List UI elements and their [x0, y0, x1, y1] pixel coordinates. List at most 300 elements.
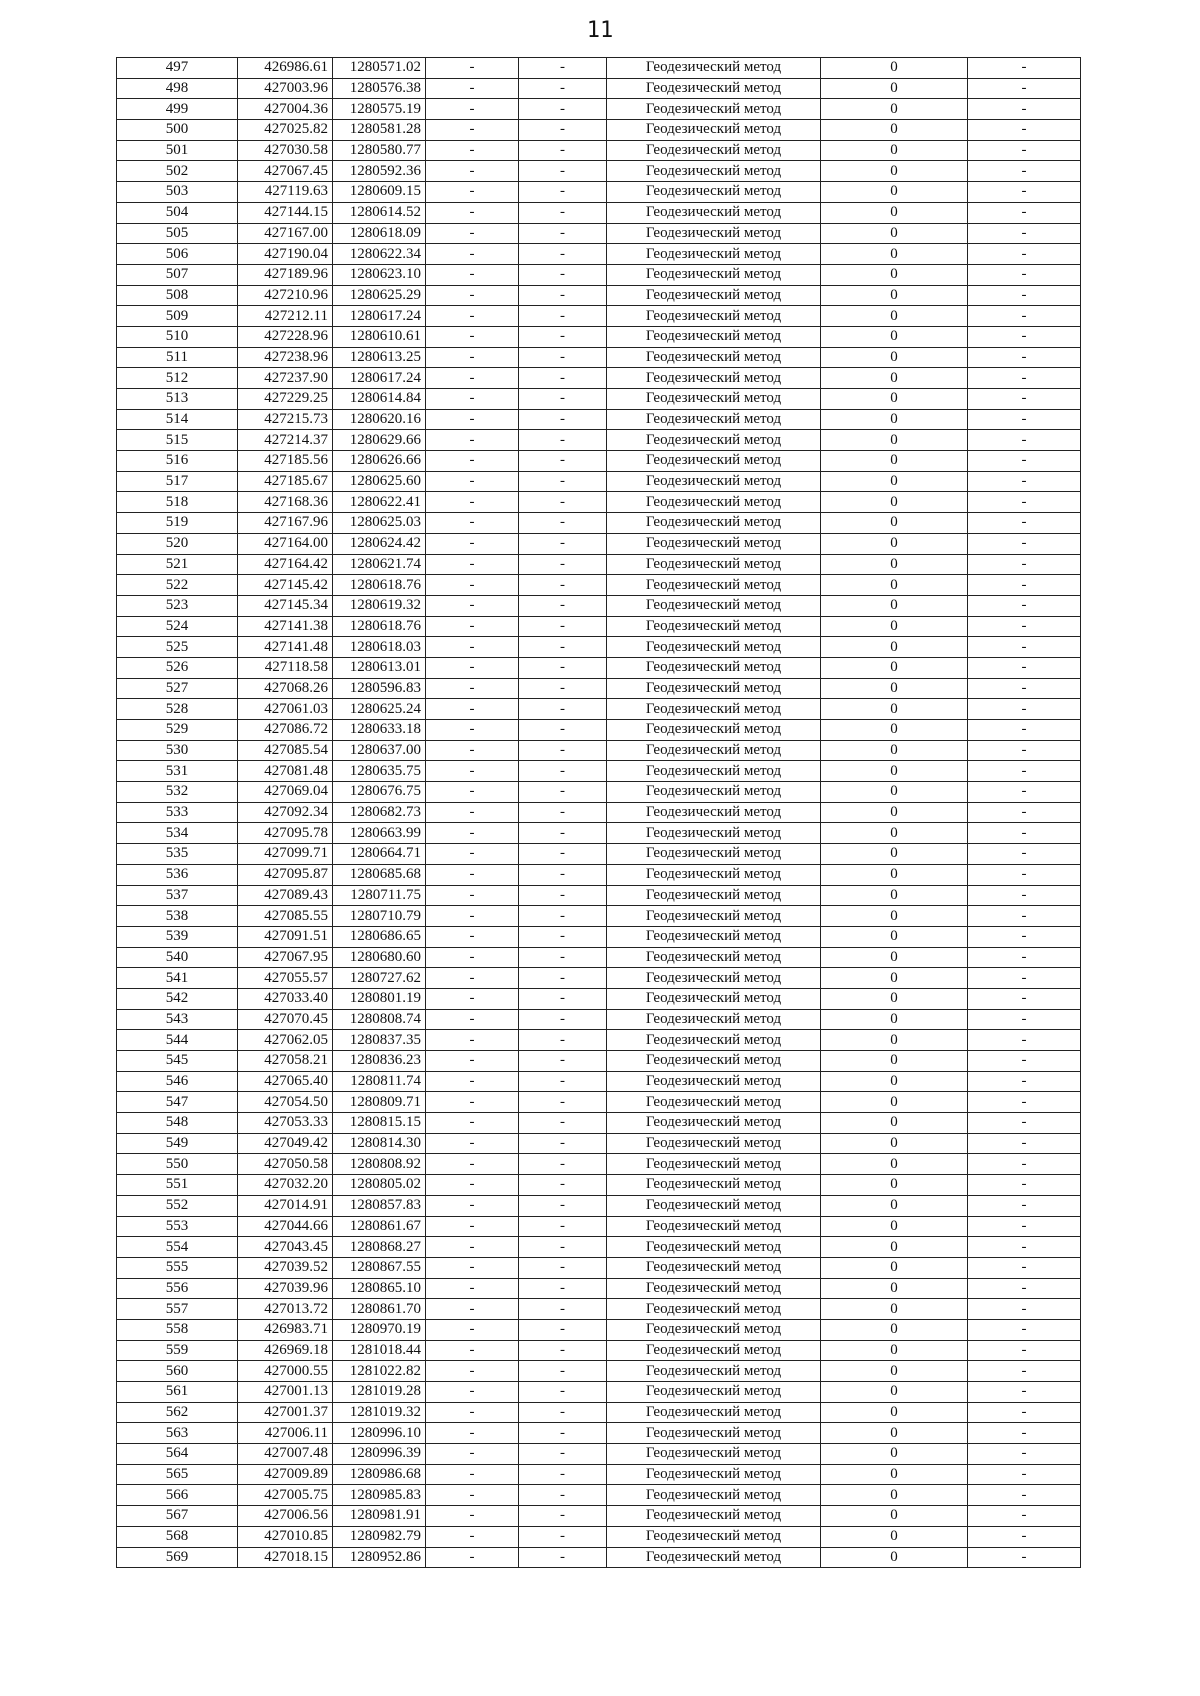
- x-coordinate-cell: 427009.89: [238, 1464, 333, 1485]
- empty-value-cell: -: [426, 1009, 519, 1030]
- empty-value-cell: -: [519, 657, 607, 678]
- point-number-cell: 558: [117, 1319, 238, 1340]
- y-coordinate-cell: 1280815.15: [333, 1113, 426, 1134]
- y-coordinate-cell: 1280609.15: [333, 182, 426, 203]
- empty-value-cell: -: [426, 1092, 519, 1113]
- point-number-cell: 556: [117, 1278, 238, 1299]
- method-cell: Геодезический метод: [607, 140, 821, 161]
- accuracy-cell: 0: [821, 761, 968, 782]
- x-coordinate-cell: 427001.13: [238, 1382, 333, 1403]
- empty-value-cell: -: [426, 99, 519, 120]
- method-cell: Геодезический метод: [607, 1526, 821, 1547]
- table-row: [117, 120, 1081, 141]
- method-cell: Геодезический метод: [607, 864, 821, 885]
- method-cell: Геодезический метод: [607, 1092, 821, 1113]
- table-row: [117, 637, 1081, 658]
- table-row: [117, 720, 1081, 741]
- empty-value-cell: -: [426, 451, 519, 472]
- empty-value-cell: -: [426, 968, 519, 989]
- accuracy-cell: 0: [821, 1547, 968, 1568]
- table-row: [117, 1299, 1081, 1320]
- point-number-cell: 553: [117, 1216, 238, 1237]
- empty-value-cell: -: [426, 306, 519, 327]
- method-cell: Геодезический метод: [607, 740, 821, 761]
- empty-value-cell: -: [519, 120, 607, 141]
- accuracy-cell: 0: [821, 451, 968, 472]
- x-coordinate-cell: 427067.95: [238, 947, 333, 968]
- y-coordinate-cell: 1280633.18: [333, 720, 426, 741]
- table-row: [117, 347, 1081, 368]
- empty-value-cell: -: [426, 926, 519, 947]
- point-number-cell: 530: [117, 740, 238, 761]
- x-coordinate-cell: 427006.56: [238, 1506, 333, 1527]
- x-coordinate-cell: 427053.33: [238, 1113, 333, 1134]
- accuracy-cell: 0: [821, 906, 968, 927]
- y-coordinate-cell: 1280637.00: [333, 740, 426, 761]
- accuracy-cell: 0: [821, 513, 968, 534]
- empty-value-cell: -: [968, 1547, 1081, 1568]
- empty-value-cell: -: [519, 782, 607, 803]
- empty-value-cell: -: [426, 285, 519, 306]
- point-number-cell: 529: [117, 720, 238, 741]
- empty-value-cell: -: [426, 409, 519, 430]
- point-number-cell: 523: [117, 595, 238, 616]
- empty-value-cell: -: [519, 1195, 607, 1216]
- table-row: [117, 906, 1081, 927]
- x-coordinate-cell: 427000.55: [238, 1361, 333, 1382]
- empty-value-cell: -: [968, 513, 1081, 534]
- empty-value-cell: -: [968, 720, 1081, 741]
- accuracy-cell: 0: [821, 223, 968, 244]
- empty-value-cell: -: [426, 430, 519, 451]
- x-coordinate-cell: 427141.48: [238, 637, 333, 658]
- empty-value-cell: -: [519, 492, 607, 513]
- method-cell: Геодезический метод: [607, 988, 821, 1009]
- x-coordinate-cell: 427164.42: [238, 554, 333, 575]
- method-cell: Геодезический метод: [607, 1257, 821, 1278]
- y-coordinate-cell: 1280622.41: [333, 492, 426, 513]
- table-row: [117, 1423, 1081, 1444]
- accuracy-cell: 0: [821, 782, 968, 803]
- empty-value-cell: -: [968, 1382, 1081, 1403]
- empty-value-cell: -: [968, 182, 1081, 203]
- empty-value-cell: -: [968, 78, 1081, 99]
- x-coordinate-cell: 427215.73: [238, 409, 333, 430]
- table-row: [117, 554, 1081, 575]
- accuracy-cell: 0: [821, 1361, 968, 1382]
- table-row: [117, 1071, 1081, 1092]
- empty-value-cell: -: [426, 1382, 519, 1403]
- empty-value-cell: -: [968, 1361, 1081, 1382]
- empty-value-cell: -: [519, 864, 607, 885]
- accuracy-cell: 0: [821, 575, 968, 596]
- empty-value-cell: -: [968, 885, 1081, 906]
- method-cell: Геодезический метод: [607, 1485, 821, 1506]
- empty-value-cell: -: [519, 678, 607, 699]
- empty-value-cell: -: [519, 1506, 607, 1527]
- empty-value-cell: -: [426, 1547, 519, 1568]
- point-number-cell: 546: [117, 1071, 238, 1092]
- accuracy-cell: 0: [821, 823, 968, 844]
- y-coordinate-cell: 1280836.23: [333, 1051, 426, 1072]
- empty-value-cell: -: [426, 1485, 519, 1506]
- accuracy-cell: 0: [821, 78, 968, 99]
- empty-value-cell: -: [968, 802, 1081, 823]
- accuracy-cell: 0: [821, 1051, 968, 1072]
- empty-value-cell: -: [519, 326, 607, 347]
- table-row: [117, 1361, 1081, 1382]
- accuracy-cell: 0: [821, 1485, 968, 1506]
- table-row: [117, 285, 1081, 306]
- method-cell: Геодезический метод: [607, 1506, 821, 1527]
- empty-value-cell: -: [519, 285, 607, 306]
- x-coordinate-cell: 427058.21: [238, 1051, 333, 1072]
- method-cell: Геодезический метод: [607, 657, 821, 678]
- empty-value-cell: -: [519, 347, 607, 368]
- table-row: [117, 1154, 1081, 1175]
- empty-value-cell: -: [426, 202, 519, 223]
- point-number-cell: 502: [117, 161, 238, 182]
- method-cell: Геодезический метод: [607, 264, 821, 285]
- table-row: [117, 1092, 1081, 1113]
- table-row: [117, 513, 1081, 534]
- x-coordinate-cell: 427145.34: [238, 595, 333, 616]
- empty-value-cell: -: [968, 492, 1081, 513]
- point-number-cell: 522: [117, 575, 238, 596]
- y-coordinate-cell: 1280617.24: [333, 306, 426, 327]
- empty-value-cell: -: [519, 1340, 607, 1361]
- empty-value-cell: -: [426, 1030, 519, 1051]
- table-row: [117, 1444, 1081, 1465]
- accuracy-cell: 0: [821, 1009, 968, 1030]
- point-number-cell: 500: [117, 120, 238, 141]
- point-number-cell: 508: [117, 285, 238, 306]
- empty-value-cell: -: [426, 740, 519, 761]
- y-coordinate-cell: 1280801.19: [333, 988, 426, 1009]
- empty-value-cell: -: [426, 761, 519, 782]
- method-cell: Геодезический метод: [607, 58, 821, 79]
- empty-value-cell: -: [968, 1278, 1081, 1299]
- method-cell: Геодезический метод: [607, 1402, 821, 1423]
- y-coordinate-cell: 1280625.03: [333, 513, 426, 534]
- point-number-cell: 505: [117, 223, 238, 244]
- empty-value-cell: -: [426, 223, 519, 244]
- empty-value-cell: -: [426, 1299, 519, 1320]
- x-coordinate-cell: 427118.58: [238, 657, 333, 678]
- point-number-cell: 512: [117, 368, 238, 389]
- method-cell: Геодезический метод: [607, 1071, 821, 1092]
- method-cell: Геодезический метод: [607, 906, 821, 927]
- point-number-cell: 567: [117, 1506, 238, 1527]
- method-cell: Геодезический метод: [607, 947, 821, 968]
- x-coordinate-cell: 427025.82: [238, 120, 333, 141]
- empty-value-cell: -: [968, 1444, 1081, 1465]
- coordinates-table: [116, 57, 1081, 1568]
- table-row: [117, 740, 1081, 761]
- empty-value-cell: -: [968, 1216, 1081, 1237]
- x-coordinate-cell: 427005.75: [238, 1485, 333, 1506]
- table-row: [117, 1547, 1081, 1568]
- method-cell: Геодезический метод: [607, 1216, 821, 1237]
- empty-value-cell: -: [519, 1216, 607, 1237]
- y-coordinate-cell: 1280857.83: [333, 1195, 426, 1216]
- point-number-cell: 510: [117, 326, 238, 347]
- y-coordinate-cell: 1280592.36: [333, 161, 426, 182]
- empty-value-cell: -: [519, 1464, 607, 1485]
- method-cell: Геодезический метод: [607, 1340, 821, 1361]
- empty-value-cell: -: [426, 802, 519, 823]
- empty-value-cell: -: [968, 430, 1081, 451]
- point-number-cell: 515: [117, 430, 238, 451]
- method-cell: Геодезический метод: [607, 1382, 821, 1403]
- accuracy-cell: 0: [821, 1423, 968, 1444]
- empty-value-cell: -: [968, 1319, 1081, 1340]
- x-coordinate-cell: 427043.45: [238, 1237, 333, 1258]
- empty-value-cell: -: [968, 740, 1081, 761]
- empty-value-cell: -: [519, 1051, 607, 1072]
- table-row: [117, 1340, 1081, 1361]
- point-number-cell: 517: [117, 471, 238, 492]
- accuracy-cell: 0: [821, 1444, 968, 1465]
- x-coordinate-cell: 427092.34: [238, 802, 333, 823]
- y-coordinate-cell: 1280982.79: [333, 1526, 426, 1547]
- x-coordinate-cell: 427054.50: [238, 1092, 333, 1113]
- empty-value-cell: -: [519, 844, 607, 865]
- empty-value-cell: -: [968, 58, 1081, 79]
- empty-value-cell: -: [968, 823, 1081, 844]
- table-row: [117, 58, 1081, 79]
- empty-value-cell: -: [519, 802, 607, 823]
- empty-value-cell: -: [519, 161, 607, 182]
- empty-value-cell: -: [519, 1154, 607, 1175]
- accuracy-cell: 0: [821, 430, 968, 451]
- point-number-cell: 501: [117, 140, 238, 161]
- x-coordinate-cell: 427067.45: [238, 161, 333, 182]
- table-row: [117, 368, 1081, 389]
- accuracy-cell: 0: [821, 264, 968, 285]
- empty-value-cell: -: [519, 1402, 607, 1423]
- method-cell: Геодезический метод: [607, 99, 821, 120]
- point-number-cell: 560: [117, 1361, 238, 1382]
- accuracy-cell: 0: [821, 99, 968, 120]
- empty-value-cell: -: [968, 1464, 1081, 1485]
- accuracy-cell: 0: [821, 1506, 968, 1527]
- empty-value-cell: -: [426, 823, 519, 844]
- empty-value-cell: -: [968, 864, 1081, 885]
- accuracy-cell: 0: [821, 554, 968, 575]
- method-cell: Геодезический метод: [607, 1278, 821, 1299]
- point-number-cell: 503: [117, 182, 238, 203]
- table-row: [117, 1278, 1081, 1299]
- y-coordinate-cell: 1280981.91: [333, 1506, 426, 1527]
- y-coordinate-cell: 1280575.19: [333, 99, 426, 120]
- empty-value-cell: -: [968, 285, 1081, 306]
- table-row: [117, 1133, 1081, 1154]
- accuracy-cell: 0: [821, 678, 968, 699]
- method-cell: Геодезический метод: [607, 306, 821, 327]
- y-coordinate-cell: 1280625.29: [333, 285, 426, 306]
- method-cell: Геодезический метод: [607, 844, 821, 865]
- empty-value-cell: -: [426, 906, 519, 927]
- empty-value-cell: -: [519, 1071, 607, 1092]
- empty-value-cell: -: [968, 657, 1081, 678]
- empty-value-cell: -: [426, 389, 519, 410]
- point-number-cell: 537: [117, 885, 238, 906]
- empty-value-cell: -: [968, 533, 1081, 554]
- empty-value-cell: -: [519, 1485, 607, 1506]
- point-number-cell: 514: [117, 409, 238, 430]
- y-coordinate-cell: 1280613.25: [333, 347, 426, 368]
- empty-value-cell: -: [968, 782, 1081, 803]
- point-number-cell: 534: [117, 823, 238, 844]
- point-number-cell: 554: [117, 1237, 238, 1258]
- table-row: [117, 782, 1081, 803]
- point-number-cell: 499: [117, 99, 238, 120]
- empty-value-cell: -: [426, 1340, 519, 1361]
- point-number-cell: 568: [117, 1526, 238, 1547]
- table-row: [117, 575, 1081, 596]
- table-row: [117, 1030, 1081, 1051]
- empty-value-cell: -: [426, 161, 519, 182]
- empty-value-cell: -: [426, 1257, 519, 1278]
- accuracy-cell: 0: [821, 1071, 968, 1092]
- table-row: [117, 326, 1081, 347]
- table-row: [117, 616, 1081, 637]
- table-row: [117, 844, 1081, 865]
- method-cell: Геодезический метод: [607, 533, 821, 554]
- method-cell: Геодезический метод: [607, 1195, 821, 1216]
- empty-value-cell: -: [968, 844, 1081, 865]
- accuracy-cell: 0: [821, 1216, 968, 1237]
- y-coordinate-cell: 1280861.67: [333, 1216, 426, 1237]
- empty-value-cell: -: [968, 306, 1081, 327]
- accuracy-cell: 0: [821, 285, 968, 306]
- table-row: [117, 968, 1081, 989]
- x-coordinate-cell: 427237.90: [238, 368, 333, 389]
- method-cell: Геодезический метод: [607, 389, 821, 410]
- y-coordinate-cell: 1280622.34: [333, 244, 426, 265]
- table-row: [117, 1195, 1081, 1216]
- empty-value-cell: -: [968, 471, 1081, 492]
- accuracy-cell: 0: [821, 389, 968, 410]
- accuracy-cell: 0: [821, 1464, 968, 1485]
- table-row: [117, 1216, 1081, 1237]
- method-cell: Геодезический метод: [607, 1299, 821, 1320]
- accuracy-cell: 0: [821, 1195, 968, 1216]
- accuracy-cell: 0: [821, 347, 968, 368]
- table-row: [117, 1506, 1081, 1527]
- empty-value-cell: -: [519, 471, 607, 492]
- empty-value-cell: -: [519, 368, 607, 389]
- empty-value-cell: -: [968, 1195, 1081, 1216]
- x-coordinate-cell: 427190.04: [238, 244, 333, 265]
- point-number-cell: 497: [117, 58, 238, 79]
- method-cell: Геодезический метод: [607, 554, 821, 575]
- point-number-cell: 516: [117, 451, 238, 472]
- point-number-cell: 559: [117, 1340, 238, 1361]
- empty-value-cell: -: [426, 1113, 519, 1134]
- method-cell: Геодезический метод: [607, 368, 821, 389]
- table-row: [117, 430, 1081, 451]
- x-coordinate-cell: 427086.72: [238, 720, 333, 741]
- method-cell: Геодезический метод: [607, 513, 821, 534]
- point-number-cell: 498: [117, 78, 238, 99]
- empty-value-cell: -: [426, 1361, 519, 1382]
- method-cell: Геодезический метод: [607, 451, 821, 472]
- point-number-cell: 511: [117, 347, 238, 368]
- accuracy-cell: 0: [821, 699, 968, 720]
- empty-value-cell: -: [968, 244, 1081, 265]
- y-coordinate-cell: 1280868.27: [333, 1237, 426, 1258]
- x-coordinate-cell: 427141.38: [238, 616, 333, 637]
- empty-value-cell: -: [968, 1340, 1081, 1361]
- empty-value-cell: -: [968, 1133, 1081, 1154]
- point-number-cell: 564: [117, 1444, 238, 1465]
- accuracy-cell: 0: [821, 1278, 968, 1299]
- y-coordinate-cell: 1280867.55: [333, 1257, 426, 1278]
- empty-value-cell: -: [519, 1257, 607, 1278]
- method-cell: Геодезический метод: [607, 78, 821, 99]
- y-coordinate-cell: 1280952.86: [333, 1547, 426, 1568]
- table-row: [117, 988, 1081, 1009]
- method-cell: Геодезический метод: [607, 823, 821, 844]
- y-coordinate-cell: 1280576.38: [333, 78, 426, 99]
- empty-value-cell: -: [426, 368, 519, 389]
- empty-value-cell: -: [426, 678, 519, 699]
- empty-value-cell: -: [426, 1195, 519, 1216]
- empty-value-cell: -: [426, 947, 519, 968]
- empty-value-cell: -: [426, 554, 519, 575]
- point-number-cell: 555: [117, 1257, 238, 1278]
- empty-value-cell: -: [426, 1319, 519, 1340]
- point-number-cell: 550: [117, 1154, 238, 1175]
- empty-value-cell: -: [519, 1009, 607, 1030]
- empty-value-cell: -: [519, 575, 607, 596]
- empty-value-cell: -: [519, 533, 607, 554]
- empty-value-cell: -: [426, 637, 519, 658]
- empty-value-cell: -: [519, 988, 607, 1009]
- table-row: [117, 1009, 1081, 1030]
- empty-value-cell: -: [426, 575, 519, 596]
- y-coordinate-cell: 1280618.03: [333, 637, 426, 658]
- empty-value-cell: -: [426, 616, 519, 637]
- empty-value-cell: -: [426, 1402, 519, 1423]
- table-row: [117, 657, 1081, 678]
- empty-value-cell: -: [968, 140, 1081, 161]
- y-coordinate-cell: 1280811.74: [333, 1071, 426, 1092]
- method-cell: Геодезический метод: [607, 1175, 821, 1196]
- empty-value-cell: -: [968, 678, 1081, 699]
- x-coordinate-cell: 427119.63: [238, 182, 333, 203]
- x-coordinate-cell: 427214.37: [238, 430, 333, 451]
- accuracy-cell: 0: [821, 471, 968, 492]
- empty-value-cell: -: [519, 140, 607, 161]
- x-coordinate-cell: 427006.11: [238, 1423, 333, 1444]
- accuracy-cell: 0: [821, 1340, 968, 1361]
- empty-value-cell: -: [519, 1547, 607, 1568]
- method-cell: Геодезический метод: [607, 1547, 821, 1568]
- method-cell: Геодезический метод: [607, 1030, 821, 1051]
- empty-value-cell: -: [426, 988, 519, 1009]
- point-number-cell: 548: [117, 1113, 238, 1134]
- accuracy-cell: 0: [821, 492, 968, 513]
- x-coordinate-cell: 427069.04: [238, 782, 333, 803]
- accuracy-cell: 0: [821, 306, 968, 327]
- y-coordinate-cell: 1280596.83: [333, 678, 426, 699]
- accuracy-cell: 0: [821, 720, 968, 741]
- y-coordinate-cell: 1280618.76: [333, 575, 426, 596]
- empty-value-cell: -: [519, 99, 607, 120]
